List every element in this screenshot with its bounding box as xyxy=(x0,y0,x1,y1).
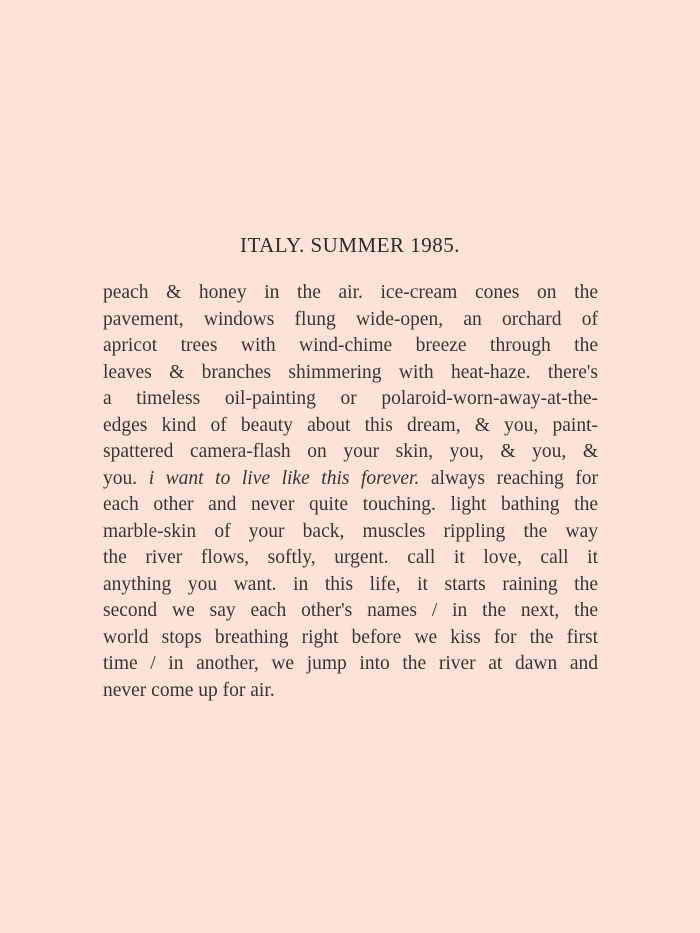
poem-line-with-italic xyxy=(103,466,598,493)
poem-line: anything you want. in this life, it starts raining the xyxy=(103,573,598,595)
italic-phrase: i want to live like this forever. xyxy=(148,467,420,489)
poem-line: time / in another, we jump into the river at dawn and xyxy=(103,653,598,674)
poem-line: the river flows, softly, urgent. call it love, call it xyxy=(103,547,598,568)
poem-line: pavement, windows flung wide-open, an orchard of xyxy=(103,308,598,330)
poem-line: leaves & branches shimmering with heat-haze. there's xyxy=(103,361,598,383)
poem-line: peach & honey in the air. ice-cream cones on the xyxy=(103,282,598,303)
poem-line: never come up for air. xyxy=(103,679,275,701)
poem-line: world stops breathing right before we kiss for the first xyxy=(103,626,598,648)
poem-line: edges kind of beauty about this dream, & you, paint- xyxy=(103,414,598,436)
poem-body xyxy=(103,280,598,704)
poem-line-text: you. xyxy=(103,467,149,489)
poem-line: marble-skin of your back, muscles rippling the way xyxy=(103,520,598,542)
poem-line: second we say each other's names / in the next, the xyxy=(103,600,598,621)
poem-line: each other and never quite touching. light bathing the xyxy=(103,494,598,515)
poem-line-text: always reaching for xyxy=(419,467,598,489)
poem-line: a timeless oil-painting or polaroid-worn-away-at-the- xyxy=(103,388,598,409)
poem-line: apricot trees with wind-chime breeze through the xyxy=(103,335,598,356)
poem-title: ITALY. SUMMER 1985. xyxy=(239,233,460,257)
poem-line: spattered camera-flash on your skin, you, & you, & xyxy=(103,441,598,462)
